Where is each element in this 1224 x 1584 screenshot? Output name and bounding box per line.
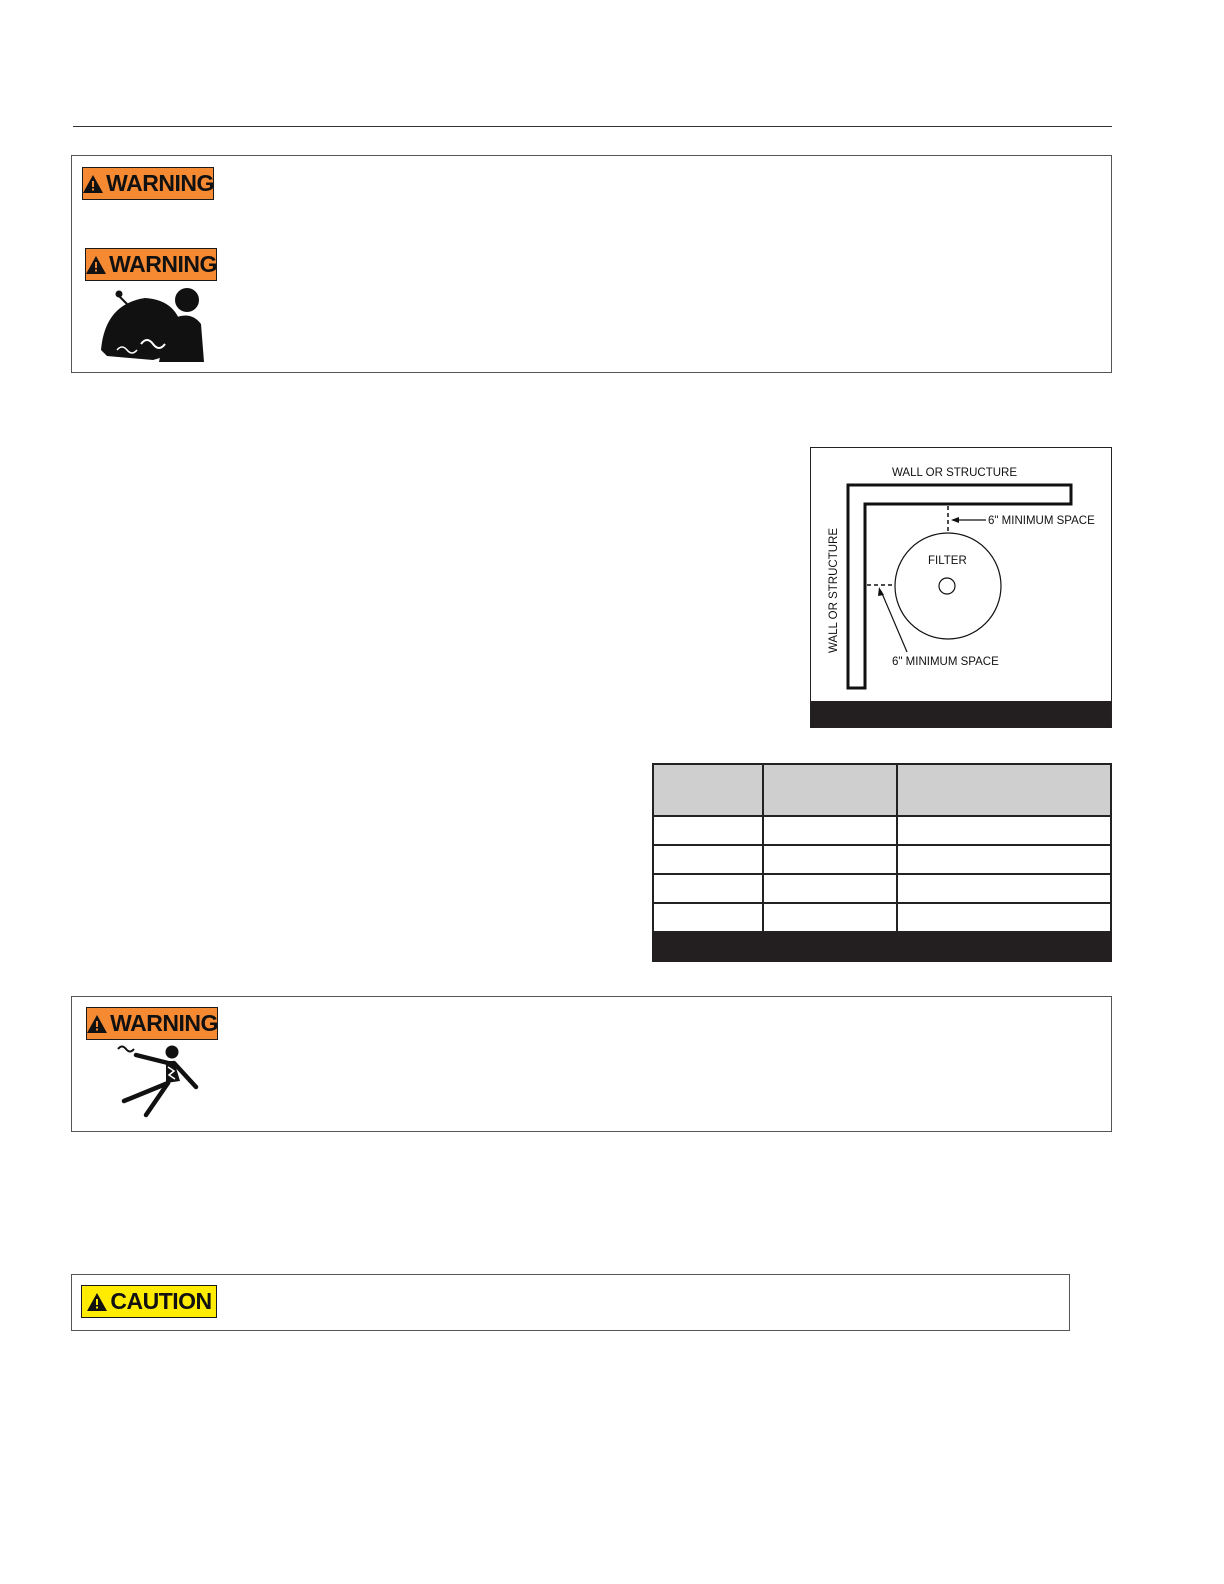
filter-clearance-figure bbox=[810, 447, 1112, 728]
warning-label-top bbox=[82, 167, 214, 200]
table-header-cell bbox=[653, 764, 763, 816]
electric-shock-icon bbox=[114, 1043, 204, 1121]
table-cell bbox=[653, 845, 763, 874]
top-space-label: 6" MINIMUM SPACE bbox=[988, 515, 1095, 527]
warning-label-bottom-text: WARNING bbox=[109, 251, 217, 277]
warning-label-top-text: WARNING bbox=[106, 170, 214, 196]
side-wall-label: WALL OR STRUCTURE bbox=[828, 527, 840, 653]
table-cell bbox=[897, 903, 1111, 932]
table-cell bbox=[897, 845, 1111, 874]
side-space-leader bbox=[881, 591, 907, 652]
table-caption-cell bbox=[653, 932, 1111, 961]
spec-table bbox=[652, 763, 1112, 962]
filter-label: FILTER bbox=[928, 555, 967, 567]
side-space-label: 6" MINIMUM SPACE bbox=[892, 656, 999, 668]
table-cell bbox=[897, 816, 1111, 845]
table-header-cell bbox=[897, 764, 1111, 816]
caution-box bbox=[71, 1274, 1070, 1331]
filter-center-port bbox=[939, 578, 955, 594]
table-row bbox=[653, 874, 1111, 903]
warning-label-shock bbox=[86, 1007, 218, 1040]
alert-triangle-icon bbox=[85, 255, 107, 275]
header-rule bbox=[73, 126, 1112, 127]
table-header-row bbox=[653, 764, 1111, 816]
table-cell bbox=[763, 816, 897, 845]
figure-caption-bar bbox=[811, 701, 1111, 727]
table-header-cell bbox=[763, 764, 897, 816]
filter-circle bbox=[895, 533, 1001, 639]
table-caption-bar bbox=[653, 932, 1111, 961]
table-row bbox=[653, 903, 1111, 932]
table-row bbox=[653, 845, 1111, 874]
table-cell bbox=[763, 903, 897, 932]
table-row bbox=[653, 816, 1111, 845]
table-cell bbox=[897, 874, 1111, 903]
heavy-object-lifting-icon bbox=[97, 284, 207, 364]
table-cell bbox=[763, 845, 897, 874]
warning-box-heavy-object bbox=[71, 155, 1112, 373]
caution-label bbox=[81, 1285, 217, 1318]
alert-triangle-icon bbox=[82, 174, 104, 194]
warning-label-shock-text: WARNING bbox=[110, 1010, 218, 1036]
table-cell bbox=[653, 874, 763, 903]
alert-triangle-icon bbox=[86, 1292, 108, 1312]
caution-label-text: CAUTION bbox=[110, 1288, 212, 1314]
top-space-arrowhead bbox=[951, 517, 959, 523]
warning-box-electric-shock bbox=[71, 996, 1112, 1132]
alert-triangle-icon bbox=[86, 1014, 108, 1034]
warning-label-bottom bbox=[85, 248, 217, 281]
table-cell bbox=[653, 816, 763, 845]
table-cell bbox=[653, 903, 763, 932]
side-space-arrowhead bbox=[878, 587, 884, 596]
table-cell bbox=[763, 874, 897, 903]
top-wall-label: WALL OR STRUCTURE bbox=[892, 467, 1018, 479]
